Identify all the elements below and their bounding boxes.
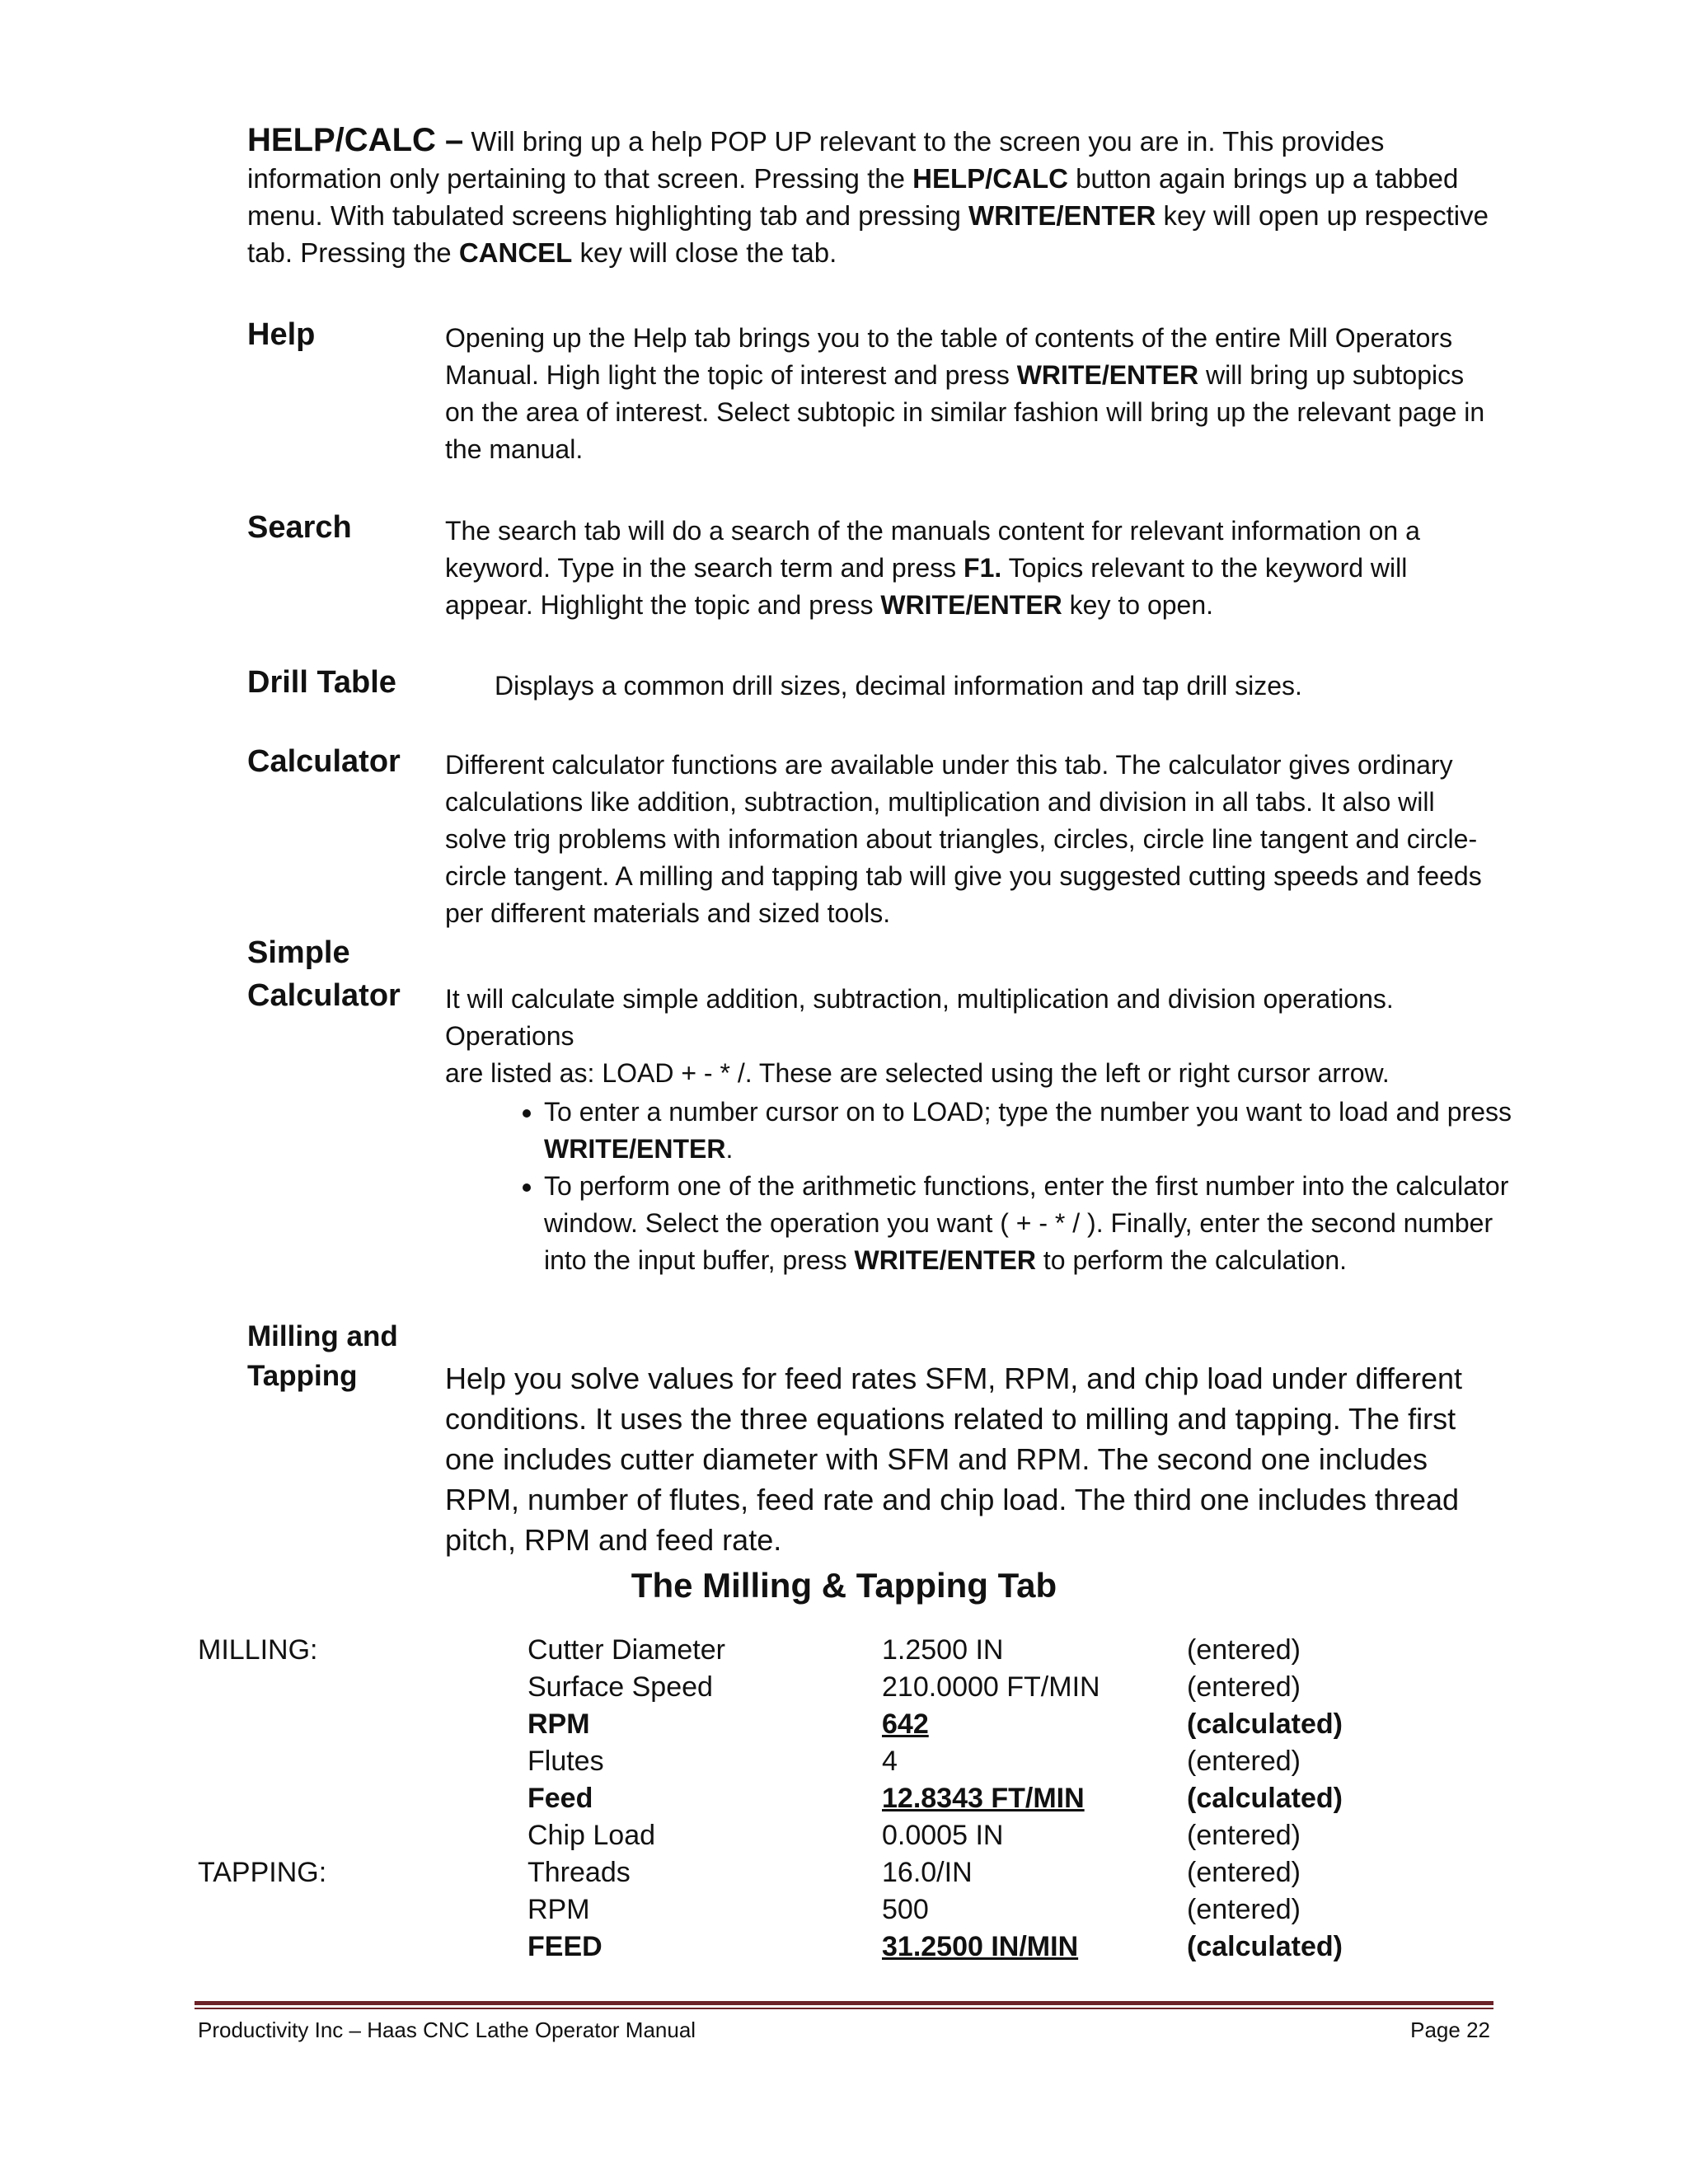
milling-tapping-term-line1: Milling and: [247, 1320, 398, 1352]
bullet-arithmetic: • To perform one of the arithmetic functions, enter the first number into the calculator window. Select the operation you want ( + - * / ). Finally, enter the second number into the input buffer, press WRITE/ENTER to perform the calculation.: [544, 1168, 1533, 1279]
footer-page-number: Page 22: [1410, 2018, 1490, 2042]
help-term: Help: [247, 317, 316, 352]
search-description: The search tab will do a search of the manuals content for relevant information on a keyword. Type in the search term and press F1. Topics relevant to the keyword will appear. Highlight the topic and press WRITE/ENTER key to open.: [445, 516, 1420, 620]
calculator-term: Calculator: [247, 744, 401, 779]
bullet-load: • To enter a number cursor on to LOAD; type the number you want to load and press WRITE/ENTER.: [544, 1094, 1533, 1168]
table-row: Feed 12.8343 FT/MIN (calculated): [528, 1783, 1343, 1814]
table-row: Flutes 4 (entered): [528, 1746, 1301, 1777]
simple-calculator-line2: Operations: [445, 1021, 574, 1051]
table-row: MILLING: Cutter Diameter 1.2500 IN (entered): [198, 1634, 1301, 1666]
help-calc-heading: HELP/CALC –: [247, 122, 464, 158]
table-row: RPM 500 (entered): [528, 1894, 1301, 1925]
table-row: FEED 31.2500 IN/MIN (calculated): [528, 1931, 1343, 1962]
help-calc-intro: HELP/CALC – Will bring up a help POP UP relevant to the screen you are in. This provides information only pertaining to that screen. Pressing the HELP/CALC button again brings up a tabbed menu. With tabulated screens highlighting tab and pressing WRITE/ENTER key will open up respective tab. Pressing the CANCEL key will close the tab.: [247, 122, 1489, 268]
calculator-description: Different calculator functions are available under this tab. The calculator gives ordinary calculations like addition, subtraction, multiplication and division in all tabs. It also will solve trig problems with information about triangles, circles, circle line tangent and circle- circle tangent. A milling and tapping tab will give you suggested cutting speeds and feeds per different materials and sized tools.: [445, 750, 1482, 928]
milling-tapping-tab-title: The Milling & Tapping Tab: [631, 1566, 1057, 1605]
search-term: Search: [247, 510, 352, 545]
simple-calculator-term-line2: Calculator: [247, 978, 401, 1013]
simple-calculator-bullets: [495, 1094, 1533, 1279]
table-row: Chip Load 0.0005 IN (entered): [528, 1820, 1301, 1851]
milling-tapping-table: [198, 1632, 1434, 1966]
footer-manual-title: Productivity Inc – Haas CNC Lathe Operator Manual: [198, 2018, 696, 2042]
help-description: Opening up the Help tab brings you to the table of contents of the entire Mill Operators Manual. High light the topic of interest and press WRITE/ENTER will bring up subtopics on the area of interest. Select subtopic in similar fashion will bring up the relevant page in the manual.: [445, 323, 1485, 464]
drill-table-description: Displays a common drill sizes, decimal information and tap drill sizes.: [495, 671, 1302, 701]
simple-calculator-term-line1: Simple: [247, 935, 350, 970]
table-row: Surface Speed 210.0000 FT/MIN (entered): [528, 1671, 1301, 1703]
simple-calculator-line1: It will calculate simple addition, subtraction, multiplication and division operations.: [445, 984, 1394, 1014]
simple-calculator-line3: are listed as: LOAD + - * /. These are selected using the left or right cursor arrow.: [445, 1058, 1390, 1088]
table-row: TAPPING: Threads 16.0/IN (entered): [198, 1857, 1301, 1888]
milling-tapping-description: Help you solve values for feed rates SFM, RPM, and chip load under different conditions. It uses the three equations related to milling and tapping. The first one includes cutter diameter with SFM and RPM. The second one includes RPM, number of flutes, feed rate and chip load. The third one includes thread pitch, RPM and feed rate.: [445, 1361, 1462, 1557]
milling-tapping-term-line2: Tapping: [247, 1360, 358, 1392]
table-row: RPM 642 (calculated): [528, 1708, 1343, 1740]
drill-table-term: Drill Table: [247, 665, 396, 700]
footer-rule-thin: [195, 2008, 1493, 2009]
footer-rule-thick: [195, 2001, 1493, 2005]
